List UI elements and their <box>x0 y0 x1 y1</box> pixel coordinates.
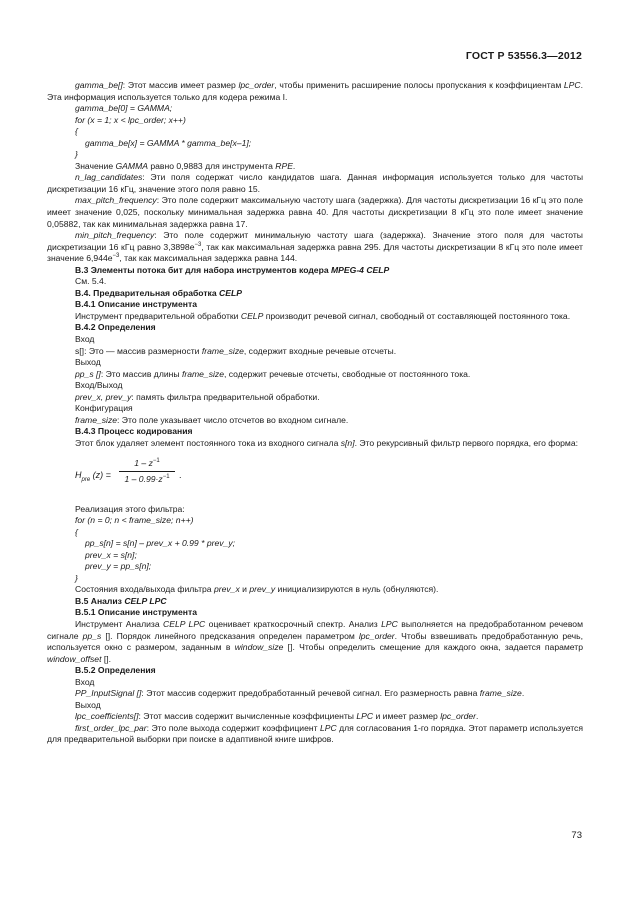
label-configuration: Конфигурация <box>75 403 133 414</box>
section-heading-b4: В.4. Предварительная обработка CELP <box>75 287 242 298</box>
paragraph-n-lag-candidates: n_lag_candidates: Эти поля содержат число кандидатов шага. Данная информация используется только для частоты дискретизации 16 кГц, значение этого поля равно 15. <box>47 172 583 194</box>
paragraph-min-pitch-frequency: min_pitch_frequency: Это поле содержит минимальную частоту шага (задержка). Значение этого поля для частоты дискретизации 16 кГц равно $3,3898e^{-3}$, так как максимальная задержка равна 295. Для частоты дискретизации 8 кГц это поле имеет значение $6,944e^{-3}$, так как максимальная задержка равна 144. <box>47 230 583 264</box>
code-line: { <box>75 126 78 137</box>
section-heading-b43: В.4.3 Процесс кодирования <box>75 426 193 437</box>
code-line: for (x = 1; x < lpc_order; x++) <box>75 114 186 125</box>
definition-prev: prev_x, prev_y: память фильтра предварительной обработки. <box>75 391 320 402</box>
code-line: gamma_be[0] = GAMMA; <box>75 103 173 114</box>
section-heading-b52: В.5.2 Определения <box>75 665 156 676</box>
definition-frame-size: frame_size: Это поле указывает число отсчетов во входном сигнале. <box>75 414 349 425</box>
label-input: Вход <box>75 676 95 687</box>
code-line: } <box>75 572 78 583</box>
see-reference: См. 5.4. <box>75 276 107 287</box>
definition-s: s[]: Это — массив размерности frame_size, содержит входные речевые отсчеты. <box>75 345 397 356</box>
code-line: } <box>75 149 78 160</box>
label-input: Вход <box>75 334 95 345</box>
definition-pp-input-signal: PP_InputSignal []: Этот массив содержит предобработанный речевой сигнал. Его размерность равна frame_size. <box>75 688 525 699</box>
code-line: pp_s[n] = s[n] – prev_x + 0.99 * prev_y; <box>85 538 236 549</box>
code-line: for (n = 0; n < frame_size; n++) <box>75 515 194 526</box>
paragraph-b51: Инструмент Анализа CELP LPC оценивает краткосрочный спектр. Анализ LPC выполняется на предобработанном речевом сигнале pp_s []. Порядок линейного предсказания определен параметром lpc_order. Чтобы взвешивать предобработанную речь, используется окно с размером, заданным в window_size []. Чтобы определить смещение для каждого окна, задается параметр window_offset []. <box>47 618 583 664</box>
formula-period: . <box>179 469 182 480</box>
definition-first-order-lpc-par: first_order_lpc_par: Это поле выхода содержит коэффициент LPC для согласования 1-го порядка. Этот параметр используется для предварительной выборки при поиске в адаптивной книге шифров. <box>47 722 584 745</box>
section-heading-b3: В.3 Элементы потока бит для набора инструментов кодера MPEG-4 CELP <box>75 264 390 275</box>
label-output: Выход <box>75 699 101 710</box>
paragraph-gamma-value: Значение GAMMA равно 0,9883 для инструмента RPE. <box>75 160 296 171</box>
page-body <box>47 80 583 746</box>
formula-fraction <box>119 458 175 486</box>
code-line: { <box>75 526 78 537</box>
label-input-output: Вход/Выход <box>75 380 123 391</box>
filter-formula <box>47 456 583 500</box>
section-heading-b5: В.5 Анализ CELP LPC <box>75 595 167 606</box>
implementation-label: Реализация этого фильтра: <box>75 503 185 514</box>
paragraph-b43: Этот блок удаляет элемент постоянного тока из входного сигнала s[n]. Это рекурсивный фильтр первого порядка, его форма: <box>75 437 578 448</box>
definition-pp-s: pp_s []: Это массив длины frame_size, содержит речевые отсчеты, свободные от постоянного тока. <box>75 368 471 379</box>
page-number: 73 <box>571 830 582 841</box>
document-code: ГОСТ Р 53556.3—2012 <box>465 50 582 62</box>
section-heading-b51: В.5.1 Описание инструмента <box>75 607 197 618</box>
paragraph-b41: Инструмент предварительной обработки CELP производит речевой сигнал, свободный от составляющей постоянного тока. <box>75 310 571 321</box>
code-line: prev_y = pp_s[n]; <box>85 561 152 572</box>
formula-lhs: $H_{pre}$ (z) = <box>75 469 111 483</box>
formula-numerator: $1 - z^{-1}$ <box>119 458 175 473</box>
label-output: Выход <box>75 357 101 368</box>
code-line: prev_x = s[n]; <box>85 549 137 560</box>
paragraph-gamma-be: gamma_be[]: Этот массив имеет размер lpc_order, чтобы применить расширение полосы пропускания к коэффициентам LPC. Эта информация используется только для кодера режима I. <box>47 80 583 102</box>
formula-denominator: $1 - 0.99\cdot z^{-1}$ <box>124 474 170 485</box>
paragraph-max-pitch-frequency: max_pitch_frequency: Это поле содержит максимальную частоту шага (задержка). Для частоты дискретизации 16 кГц это поле имеет значение 0,025, поскольку минимальная задержка равна 40. Для частоты дискретизации 8 кГц это поле имеет значение 0,05882, так как минимальная задержка равна 17. <box>47 195 583 229</box>
definition-lpc-coefficients: lpc_coefficients[]: Этот массив содержит вычисленные коэффициенты LPC и имеет размер lpc_order. <box>75 711 479 722</box>
paragraph-states: Состояния входа/выхода фильтра prev_x и prev_y инициализируются в нуль (обнуляются). <box>75 584 439 595</box>
section-heading-b42: В.4.2 Определения <box>75 322 156 333</box>
section-heading-b41: В.4.1 Описание инструмента <box>75 299 197 310</box>
code-line: gamma_be[x] = GAMMA * gamma_be[x–1]; <box>85 137 252 148</box>
